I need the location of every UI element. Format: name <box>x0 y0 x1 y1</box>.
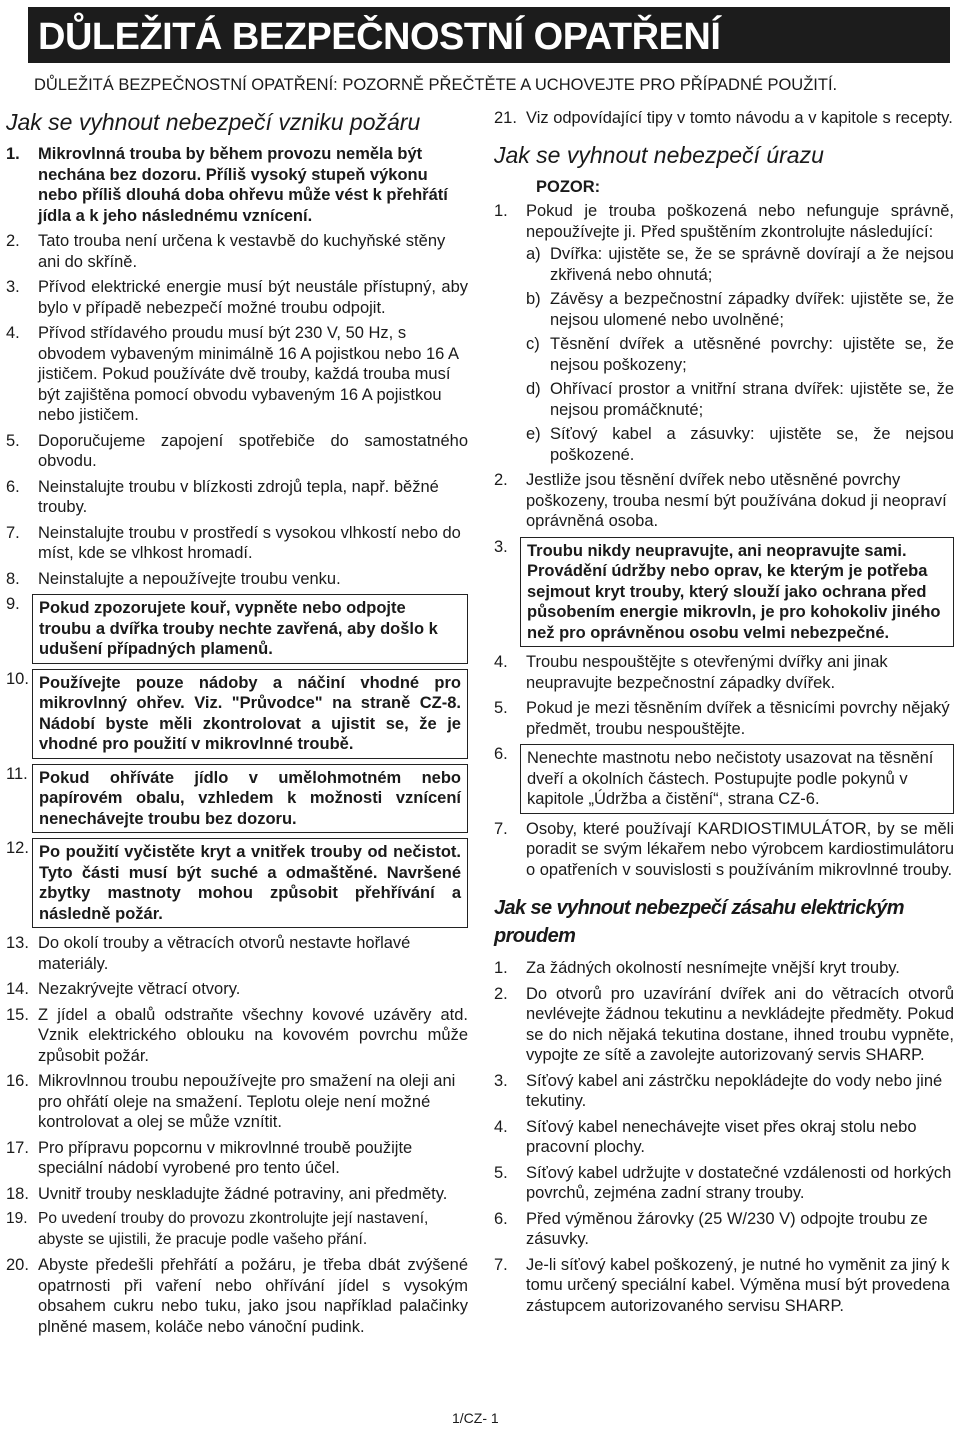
list-item <box>494 744 954 814</box>
item-text: Přívod elektrické energie musí být neustále přístupný, aby bylo v případě nebezpečí možné troubu odpojit. <box>38 278 468 317</box>
item-text: Síťový kabel ani zástrčku nepokládejte do vody nebo jiné tekutiny. <box>526 1071 943 1110</box>
list-item <box>494 819 954 881</box>
list-item <box>494 1255 954 1317</box>
item-number: 4. <box>6 324 20 342</box>
list-item <box>6 277 468 318</box>
item-number: 6. <box>6 477 20 496</box>
sub-item <box>526 289 954 330</box>
item-text-boxed: Nenechte mastnotu nebo nečistoty usazovat na těsnění dveří a okolních částech. Postupujte podle pokynů v kapitole „Údržba a čistění“, strana CZ-6. <box>520 744 954 814</box>
item-text: Pro přípravu popcornu v mikrovlnné troubě použijte speciální nádobí vyrobené pro tento účel. <box>38 1138 413 1177</box>
left-column <box>6 108 468 1342</box>
item-number: 3. <box>494 537 508 556</box>
list-item <box>494 537 954 648</box>
list-item <box>6 1255 468 1337</box>
list-item <box>494 1209 954 1250</box>
caution-label: POZOR: <box>536 177 601 196</box>
item-text: Abyste předešli přehřátí a požáru, je třeba dbát zvýšené opatrnosti při vaření nebo ohřívání jídel s vysokým obsahem cukru nebo tuku, jako jsou například palačinky plněné masem, koláče nebo vánoční pudink. <box>38 1256 468 1336</box>
item-number: 12. <box>6 839 29 857</box>
sub-item-text: Závěsy a bezpečnostní západky dvířek: ujistěte se, že nejsou ulomené nebo uvolněné; <box>550 290 954 329</box>
sub-item-text: Dvířka: ujistěte se, že se správně dovírají a že nejsou zkřivená nebo ohnutá; <box>550 245 954 284</box>
item-number: 18. <box>6 1184 29 1203</box>
item-number: 14. <box>6 980 29 998</box>
item-number: 7. <box>6 523 20 542</box>
sub-item-letter: c) <box>526 335 540 353</box>
item-number: 13. <box>6 934 29 952</box>
list-item <box>6 1005 468 1067</box>
sub-item-text: Ohřívací prostor a vnitřní strana dvířek: ujistěte se, že nejsou promáčknuté; <box>550 380 954 419</box>
list-item <box>6 1071 468 1133</box>
sub-item <box>526 334 954 375</box>
item-number: 5. <box>494 1163 508 1182</box>
item-number: 7. <box>494 819 508 838</box>
item-text: Z jídel a obalů odstraňte všechny kovové uzávěry atd. Vznik elektrického oblouku na kovovém povrchu může způsobit požár. <box>38 1005 468 1065</box>
item-number: 1. <box>494 202 508 220</box>
page-number: 1/CZ- 1 <box>452 1410 499 1426</box>
list-item <box>494 958 954 979</box>
list-item <box>6 231 468 272</box>
section-heading-injury: Jak se vyhnout nebezpečí úrazu <box>494 141 824 168</box>
item-text: Do otvorů pro uzavírání dvířek ani do větracích otvorů nevlévejte žádnou tekutinu a nevkládejte předměty. Pokud se do nich nějaká tekutina dostane, ihned troubu vypněte, vypojte ze sítě a zavolejte autorizovaný servis SHARP. <box>526 984 954 1064</box>
list-item <box>494 108 954 129</box>
item-text: Síťový kabel nenechávejte viset přes okraj stolu nebo pracovní plochy. <box>526 1117 917 1156</box>
item-text: Síťový kabel udržujte v dostatečné vzdálenosti od horkých povrchů, zejména zadní strany trouby. <box>526 1163 952 1202</box>
list-item <box>494 470 954 532</box>
item-text: Pokud je mezi těsněním dvířek a těsnicími povrchy nějaký předmět, troubu nespouštějte. <box>526 699 950 738</box>
item-number: 17. <box>6 1138 29 1157</box>
item-text: Uvnitř trouby neskladujte žádné potraviny, ani předměty. <box>38 1184 448 1203</box>
title-bar <box>28 7 950 63</box>
item-text: Mikrovlnnou troubu nepoužívejte pro smažení na oleji ani pro ohřátí oleje na smažení. Teplotu oleje není možné kontrolovat a olej se může vznítit. <box>38 1072 456 1131</box>
item-number: 21. <box>494 109 517 127</box>
item-text: Před výměnou žárovky (25 W/230 V) odpojte troubu ze zásuvky. <box>526 1209 928 1248</box>
sub-item-text: Síťový kabel a zásuvky: ujistěte se, že nejsou poškozené. <box>550 425 954 464</box>
list-item <box>6 669 468 759</box>
item-text: Viz odpovídající tipy v tomto návodu a v kapitole s recepty. <box>526 109 953 127</box>
list-item <box>6 1138 468 1179</box>
item-text: Mikrovlnná trouba by během provozu neměla být nechána bez dozoru. Příliš vysoký stupeň výkonu nebo příliš dlouhá doba ohřevu může vést k přehřátí jídla a k jeho následnému vznícení. <box>38 145 448 225</box>
list-item <box>6 594 468 664</box>
item-number: 11. <box>6 764 28 783</box>
sub-item-letter: e) <box>526 425 541 443</box>
list-item <box>494 1071 954 1112</box>
item-number: 5. <box>494 699 508 717</box>
list-item <box>6 1209 468 1250</box>
sub-item-letter: a) <box>526 245 541 263</box>
section-heading-fire: Jak se vyhnout nebezpečí vzniku požáru <box>6 109 421 135</box>
item-number: 2. <box>494 984 508 1003</box>
list-item <box>6 979 468 1000</box>
list-item <box>6 431 468 472</box>
item-text-boxed: Troubu nikdy neupravujte, ani neopravujte sami. Provádění údržby nebo oprav, ke kterým je potřeba sejmout kryt trouby, který slouží jako ochrana před působením energie mikrovln, je pro kohokoliv jiného než pro oprávněnou osobu velmi nebezpečné. <box>520 537 954 648</box>
list-item <box>6 764 468 834</box>
item-number: 15. <box>6 1005 29 1024</box>
list-item <box>494 698 954 739</box>
item-text: Tato trouba není určena k vestavbě do kuchyňské stěny ani do skříně. <box>38 232 446 271</box>
item-text: Neinstalujte troubu v prostředí s vysokou vlhkostí nebo do míst, kde se vlhkost hromadí. <box>38 523 461 562</box>
item-text: Osoby, které používají KARDIOSTIMULÁTOR, by se měli poradit se svým lékařem nebo výrobcem kardiostimulátoru o opatřeních v souvislosti s používáním mikrovlnné trouby. <box>526 819 954 879</box>
list-item <box>494 984 954 1066</box>
item-text-boxed: Pokud ohříváte jídlo v umělohmotném nebo papírovém obalu, vzhledem k možnosti vznícení nenechávejte troubu bez dozoru. <box>32 764 468 834</box>
item-number: 5. <box>6 431 20 450</box>
item-number: 4. <box>494 653 508 671</box>
sub-item-letter: b) <box>526 290 541 308</box>
sub-item <box>526 424 954 465</box>
item-text: Do okolí trouby a větracích otvorů nestavte hořlavé materiály. <box>38 934 411 973</box>
item-number: 2. <box>6 232 20 250</box>
item-text-boxed: Pokud zpozorujete kouř, vypněte nebo odpojte troubu a dvířka trouby nechte zavřená, aby došlo k udušení případných plamenů. <box>32 594 468 664</box>
item-number: 4. <box>494 1117 508 1136</box>
list-item <box>494 1117 954 1158</box>
sub-item <box>526 379 954 420</box>
item-text: Neinstalujte a nepoužívejte troubu venku. <box>38 569 341 588</box>
item-text: Troubu nespouštějte s otevřenými dvířky ani jinak neupravujte bezpečnostní západky dvířek. <box>526 653 888 692</box>
item-number: 7. <box>494 1255 508 1274</box>
item-number: 1. <box>494 959 508 977</box>
item-number: 10. <box>6 669 29 688</box>
item-text: Jestliže jsou těsnění dvířek nebo utěsněné povrchy poškozeny, trouba nesmí být používána dokud ji neopraví oprávněná osoba. <box>526 471 947 530</box>
item-text-boxed: Po použití vyčistěte kryt a vnitřek trouby od nečistot. Tyto části musí být suché a odmaštěné. Navršené zbytky mastnoty mohou způsobit přehřívání a následně požár. <box>32 838 468 928</box>
list-item <box>494 1163 954 1204</box>
page-subtitle: DŮLEŽITÁ BEZPEČNOSTNÍ OPATŘENÍ: POZORNĚ PŘEČTĚTE A UCHOVEJTE PRO PŘÍPADNÉ POUŽITÍ. <box>34 76 838 94</box>
page-title: DŮLEŽITÁ BEZPEČNOSTNÍ OPATŘENÍ <box>38 16 721 58</box>
sub-item-letter: d) <box>526 380 541 398</box>
item-text: Nezakrývejte větrací otvory. <box>38 980 241 998</box>
item-text: Doporučujeme zapojení spotřebiče do samostatného obvodu. <box>38 431 468 470</box>
item-text: Je-li síťový kabel poškozený, je nutné ho vyměnit za jiný k tomu určený speciální kabel. Výměna musí být provedena zástupcem autorizovaného servisu SHARP. <box>526 1255 950 1315</box>
list-item <box>6 477 468 518</box>
sub-item <box>526 244 954 285</box>
item-number: 9. <box>6 595 20 613</box>
list-item <box>494 652 954 693</box>
item-number: 2. <box>494 471 508 489</box>
item-number: 20. <box>6 1256 29 1274</box>
list-item <box>6 933 468 974</box>
item-text-boxed: Používejte pouze nádoby a náčiní vhodné pro mikrovlnný ohřev. Viz. "Průvodce" na straně CZ-8. Nádobí byste měli zkontrolovat a ujistit se, že je vhodné pro použití v mikrovlnné troubě. <box>32 669 468 759</box>
item-number: 3. <box>6 278 20 296</box>
item-number: 6. <box>494 1209 508 1228</box>
section-heading-electric: Jak se vyhnout nebezpečí zásahu elektrickým proudem <box>494 897 904 947</box>
item-number: 3. <box>494 1071 508 1090</box>
right-column <box>494 108 954 1321</box>
list-item <box>6 323 468 426</box>
list-item <box>6 1184 468 1205</box>
item-number: 6. <box>494 745 508 763</box>
list-item <box>6 144 468 226</box>
item-text: Neinstalujte troubu v blízkosti zdrojů tepla, např. běžné trouby. <box>38 477 439 516</box>
list-item <box>6 838 468 928</box>
item-number: 8. <box>6 569 20 588</box>
list-item <box>494 201 954 465</box>
list-item <box>6 523 468 564</box>
item-text: Po uvedení trouby do provozu zkontrolujte její nastavení, abyste se ujistili, že pracuje podle vašeho přání. <box>38 1210 429 1248</box>
list-item <box>6 569 468 590</box>
item-text: Přívod střídavého proudu musí být 230 V, 50 Hz, s obvodem vybaveným minimálně 16 A pojistkou nebo 16 A jističem. Pokud používáte dvě trouby, každá trouba musí být zajištěna pomocí obvodu vybaveným 16 A pojistkou nebo jističem. <box>38 324 459 424</box>
item-text: Za žádných okolností nesnímejte vnější kryt trouby. <box>526 959 900 977</box>
item-number: 16. <box>6 1072 29 1090</box>
item-number: 19. <box>6 1210 28 1227</box>
item-text: Pokud je trouba poškozená nebo nefunguje správně, nepoužívejte ji. Před spuštěním zkontrolujte následující: <box>526 202 954 241</box>
item-number: 1. <box>6 145 20 163</box>
sub-item-text: Těsnění dvířek a utěsněné povrchy: ujistěte se, že nejsou poškozeny; <box>550 335 954 374</box>
